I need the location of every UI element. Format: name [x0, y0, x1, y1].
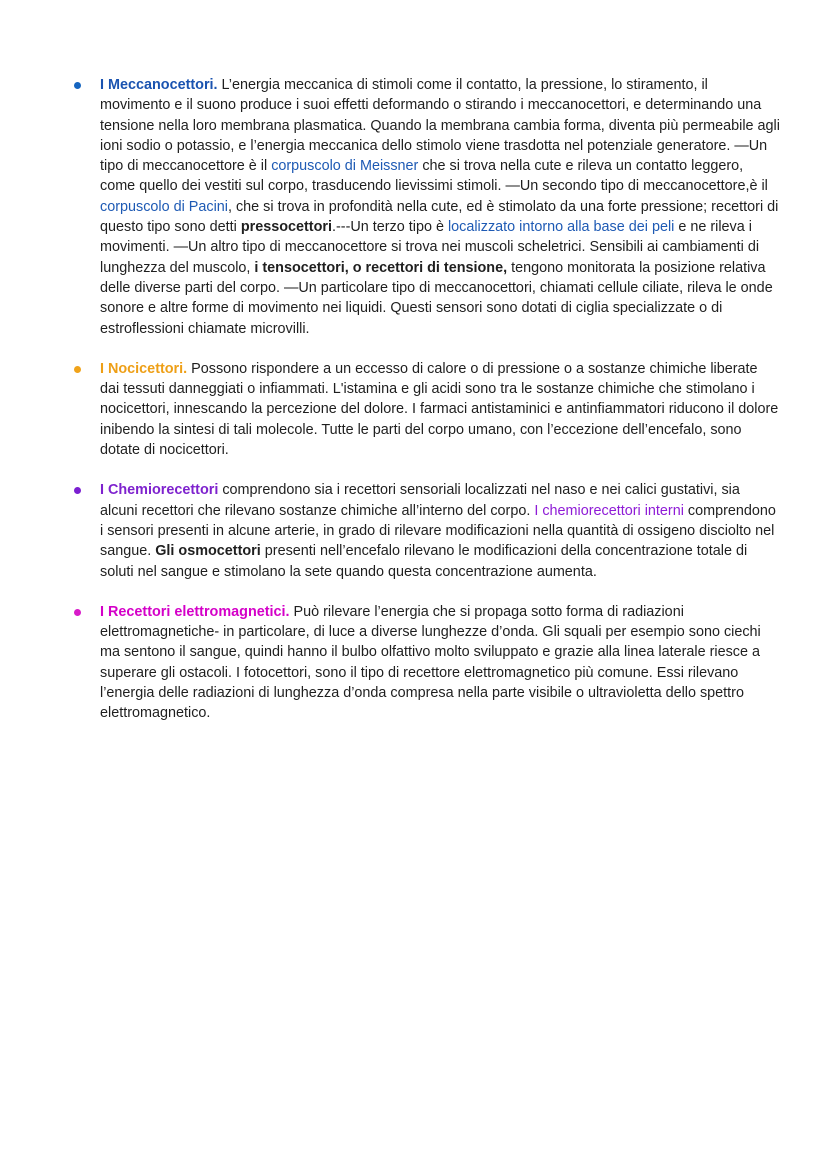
- body-text: e ne rileva i movimenti. —Un altro tipo di meccanocettore si trova nei muscoli scheletrici. Sensibili ai cambiamenti di lunghezza del muscolo,: [100, 219, 760, 276]
- body-text: , che si trova in profondità nella cute, ed è stimolato da una forte pressione; recettori di questo tipo sono detti: [100, 198, 779, 236]
- body-text: presenti nell’encefalo rilevano le modificazioni della concentrazione totale di soluti nel sangue e stimolano la sete quando questa concentrazione aumenta.: [100, 543, 748, 580]
- bold-term-tensocettori: i tensocettori, o recettori di tensione,: [254, 259, 508, 276]
- body-text: comprendono sia i recettori sensoriali localizzati nel naso e nei calici gustativi, sia alcuni recettori che rilevano sostanze chimiche all’interno del corpo.: [100, 482, 740, 519]
- body-text: che si trova nella cute e rileva un contatto leggero, come quello dei vestiti sul corpo, trasducendo lievissimi stimoli. —Un secondo tipo di meccanocettore,è il: [100, 158, 768, 195]
- section-title: I Chemiorecettori: [100, 482, 219, 499]
- section-title: I Meccanocettori.: [100, 77, 218, 93]
- bullet-magenta-icon: [74, 609, 81, 616]
- list-item-nocicettori: [100, 359, 780, 460]
- section-title: I Nocicettori.: [100, 360, 188, 377]
- bold-term-osmocettori: Gli osmocettori: [155, 543, 261, 560]
- body-text: .---Un terzo tipo è: [331, 219, 448, 236]
- bold-term-pressocettori: pressocettori: [240, 219, 332, 236]
- link-chemiorecettori-interni[interactable]: I chemiorecettori interni: [534, 502, 684, 519]
- link-base-peli[interactable]: localizzato intorno alla base dei peli: [447, 219, 675, 236]
- receptor-list: [100, 75, 780, 744]
- list-item-chemiorecettori: [100, 480, 780, 581]
- link-corpuscolo-meissner[interactable]: corpuscolo di Meissner: [271, 158, 419, 175]
- bullet-orange-icon: [74, 366, 81, 373]
- body-text: tengono monitorata la posizione relativa delle diverse parti del corpo. —Un particolare tipo di meccanocettori, chiamati cellule ciliate, rileva le onde sonore e altre forme di movimento nei liquidi. Questi sensori sono dotati di ciglia specializzate o di estroflessioni chiamate microvilli.: [100, 259, 773, 337]
- bullet-purple-icon: [74, 487, 81, 494]
- body-text: Può rilevare l’energia che si propaga sotto forma di radiazioni elettromagnetiche- in particolare, di luce a diverse lunghezze d’onda. Gli squali per esempio sono ciechi ma sentono il sangue, quindi hanno il bulbo olfattivo molto sviluppato e grazie alla linea laterale riesce a superare gli ostacoli. I fotocettori, sono il tipo di recettore elettromagnetico più comune. Essi rilevano l’energia delle radiazioni di lunghezza d’onda compresa nella parte visibile o ultravioletta dello spettro elettromagnetico.: [100, 603, 761, 722]
- link-corpuscolo-pacini[interactable]: corpuscolo di Pacini: [100, 198, 228, 215]
- list-item-meccanocettori: [100, 75, 780, 339]
- body-text: comprendono i sensori presenti in alcune arterie, in grado di rilevare modificazioni nella quantità di ossigeno disciolto nel sangue.: [100, 502, 776, 560]
- body-text: Possono rispondere a un eccesso di calore o di pressione o a sostanze chimiche liberate dai tessuti danneggiati o infiammati. L'istamina e gli acidi sono tra le sostanze chimiche che stimolano i nocicettori, innescando la percezione del dolore. I farmaci antistaminici e antinfiammatori riducono il dolore inibendo la sintesi di tali molecole. Tutte le parti del corpo umano, con l’eccezione dell’encefalo, sono dotate di nocicettori.: [100, 360, 779, 459]
- body-text: L’energia meccanica di stimoli come il contatto, la pressione, lo stiramento, il movimento e il suono produce i suoi effetti deformando o stirando i meccanocettori, e determinando una tensione nella loro membrana plasmatica. Quando la membrana cambia forma, diventa più permeabile agli ioni sodio o potassio, e l’energia meccanica dello stimolo viene trasdotta nel potenziale generatore. —Un tipo di meccanocettore è il: [100, 77, 780, 175]
- list-item-elettromagnetici: [100, 602, 780, 724]
- bullet-blue-icon: [74, 82, 81, 89]
- section-title: I Recettori elettromagnetici.: [100, 603, 290, 620]
